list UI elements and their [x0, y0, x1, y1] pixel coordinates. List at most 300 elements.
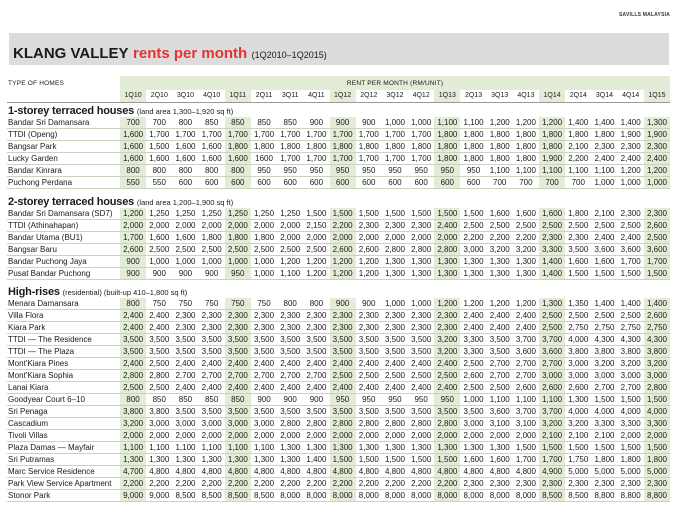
rent-value: 2,300: [565, 231, 591, 243]
rent-value: 1,300: [277, 442, 303, 454]
rent-value: 8,000: [277, 490, 303, 502]
rent-value: 3,500: [199, 334, 225, 346]
rent-value: 2,600: [356, 243, 382, 255]
rent-value: 2,700: [618, 382, 644, 394]
rent-value: 1,300: [460, 267, 486, 279]
rent-value: 2,400: [303, 358, 329, 370]
rent-value: 2,700: [513, 370, 539, 382]
table-row: [7, 370, 670, 382]
rent-value: 1,000: [225, 255, 251, 267]
rent-value: 2,000: [277, 430, 303, 442]
rent-value: 1,700: [225, 129, 251, 141]
rent-value: 1,300: [487, 267, 513, 279]
rent-value: 950: [460, 165, 486, 177]
rent-value: 800: [225, 165, 251, 177]
rent-value: 850: [172, 394, 198, 406]
rent-value: 2,400: [513, 322, 539, 334]
rent-value: 2,300: [303, 322, 329, 334]
home-name: Bandar Sri Damansara: [7, 117, 120, 129]
rent-value: 1,500: [618, 394, 644, 406]
rent-value: 1,400: [591, 117, 617, 129]
table-row: [7, 334, 670, 346]
rent-value: 700: [146, 117, 172, 129]
table-row: [7, 322, 670, 334]
rent-value: 1,800: [591, 454, 617, 466]
rent-value: 2,300: [251, 322, 277, 334]
table-row: [7, 177, 670, 189]
rent-value: 2,400: [225, 358, 251, 370]
table-row: [7, 430, 670, 442]
rent-value: 1,300: [408, 255, 434, 267]
rent-value: 8,800: [618, 490, 644, 502]
rent-value: 2,000: [251, 219, 277, 231]
quarter-header: 4Q12: [408, 90, 434, 102]
rent-value: 1,250: [199, 208, 225, 220]
rent-value: 2,400: [146, 322, 172, 334]
rent-value: 8,000: [356, 490, 382, 502]
rent-value: 1,300: [408, 267, 434, 279]
rent-value: 2,500: [146, 243, 172, 255]
table-row: [7, 243, 670, 255]
home-name: Goodyear Court 6–10: [7, 394, 120, 406]
rent-value: 2,000: [434, 430, 460, 442]
table-row: [7, 208, 670, 220]
rent-value: 3,500: [330, 334, 356, 346]
rent-value: 2,800: [644, 382, 670, 394]
rent-value: 3,200: [539, 418, 565, 430]
rent-value: 2,400: [330, 358, 356, 370]
rent-value: 700: [120, 117, 146, 129]
rent-value: 2,300: [434, 310, 460, 322]
rent-value: 2,400: [199, 382, 225, 394]
rent-value: 3,500: [225, 346, 251, 358]
rent-value: 2,300: [487, 478, 513, 490]
rent-value: 1,400: [539, 267, 565, 279]
rent-value: 600: [356, 177, 382, 189]
rent-value: 1,500: [434, 208, 460, 220]
rent-value: 1,600: [199, 153, 225, 165]
rent-value: 4,800: [251, 466, 277, 478]
rent-value: 3,000: [644, 370, 670, 382]
rent-value: 1,100: [251, 442, 277, 454]
rent-value: 750: [225, 298, 251, 310]
home-name: Villa Flora: [7, 310, 120, 322]
rent-value: 2,500: [565, 219, 591, 231]
rent-value: 4,800: [513, 466, 539, 478]
rent-value: 1,800: [199, 231, 225, 243]
rent-value: 8,000: [513, 490, 539, 502]
rent-value: 3,300: [644, 418, 670, 430]
rent-value: 2,600: [565, 382, 591, 394]
rent-value: 950: [356, 165, 382, 177]
rent-value: 1,800: [225, 231, 251, 243]
rent-value: 2,400: [618, 153, 644, 165]
rent-value: 4,900: [539, 466, 565, 478]
section-header-row: [7, 283, 670, 298]
rent-value: 2,400: [434, 382, 460, 394]
rent-value: 1,000: [408, 117, 434, 129]
rent-value: 950: [251, 165, 277, 177]
rent-value: 1,200: [303, 267, 329, 279]
rent-value: 2,400: [251, 358, 277, 370]
rent-value: 750: [172, 298, 198, 310]
rent-value: 2,800: [330, 418, 356, 430]
rent-value: 2,000: [120, 430, 146, 442]
rent-value: 3,800: [644, 346, 670, 358]
rent-value: 1,100: [539, 165, 565, 177]
quarter-header: 3Q13: [487, 90, 513, 102]
rent-value: 2,800: [434, 418, 460, 430]
rent-value: 2,000: [487, 430, 513, 442]
rent-value: 2,000: [330, 231, 356, 243]
rent-value: 3,500: [146, 334, 172, 346]
rent-value: 1,500: [382, 208, 408, 220]
rent-value: 2,500: [460, 382, 486, 394]
rent-value: 1,200: [539, 117, 565, 129]
rent-value: 1,100: [434, 117, 460, 129]
rent-value: 2,600: [513, 382, 539, 394]
rent-value: 1,100: [539, 394, 565, 406]
rent-value: 3,500: [382, 406, 408, 418]
rent-value: 8,500: [199, 490, 225, 502]
rent-value: 950: [434, 394, 460, 406]
rent-table: [7, 76, 670, 502]
rent-value: 3,500: [356, 334, 382, 346]
home-name: TTDI (Openg): [7, 129, 120, 141]
rent-value: 2,700: [225, 370, 251, 382]
rent-value: 1,600: [199, 141, 225, 153]
rent-value: 1,600: [146, 231, 172, 243]
table-row: [7, 382, 670, 394]
rent-value: 2,300: [330, 310, 356, 322]
rent-value: 1,600: [591, 255, 617, 267]
rent-value: 950: [330, 165, 356, 177]
rent-value: 2,400: [120, 322, 146, 334]
rent-value: 2,500: [487, 219, 513, 231]
rent-value: 2,500: [539, 322, 565, 334]
rent-value: 1,500: [356, 208, 382, 220]
rent-value: 2,100: [565, 141, 591, 153]
rent-value: 8,500: [251, 490, 277, 502]
rent-value: 2,800: [146, 370, 172, 382]
rent-value: 2,100: [591, 208, 617, 220]
rent-value: 2,300: [408, 219, 434, 231]
rent-value: 900: [146, 267, 172, 279]
home-name: Tivoli Villas: [7, 430, 120, 442]
rent-value: 2,100: [539, 430, 565, 442]
rent-value: 3,600: [618, 243, 644, 255]
rent-value: 2,300: [539, 478, 565, 490]
table-row: [7, 466, 670, 478]
rent-value: 4,800: [146, 466, 172, 478]
rent-value: 2,300: [225, 322, 251, 334]
rent-value: 1,300: [434, 255, 460, 267]
quarter-header: 4Q13: [513, 90, 539, 102]
rent-value: 4,800: [277, 466, 303, 478]
rent-value: 3,500: [251, 346, 277, 358]
home-name: Bangsar Park: [7, 141, 120, 153]
rent-value: 2,000: [434, 231, 460, 243]
rent-value: 1,400: [565, 117, 591, 129]
rent-value: 2,500: [120, 382, 146, 394]
home-name: Sri Putramas: [7, 454, 120, 466]
quarter-header: 1Q10: [120, 90, 146, 102]
rent-value: 1,100: [146, 442, 172, 454]
home-name: Bandar Puchong Jaya: [7, 255, 120, 267]
rent-value: 2,300: [644, 141, 670, 153]
table-row: [7, 406, 670, 418]
rent-value: 2,300: [460, 478, 486, 490]
rent-value: 2,800: [277, 418, 303, 430]
title-main: KLANG VALLEY: [13, 45, 129, 62]
rent-value: 3,200: [618, 358, 644, 370]
rent-value: 1,200: [356, 267, 382, 279]
rent-value: 2,300: [330, 322, 356, 334]
rent-value: 1,400: [644, 298, 670, 310]
rent-value: 3,500: [487, 346, 513, 358]
rent-value: 3,500: [251, 406, 277, 418]
rent-value: 4,000: [618, 406, 644, 418]
rent-value: 1,500: [565, 267, 591, 279]
rent-value: 2,800: [408, 243, 434, 255]
rent-value: 1,100: [513, 394, 539, 406]
rent-value: 1,800: [277, 141, 303, 153]
section-subtitle: (land area 1,200–1,900 sq ft): [136, 197, 234, 207]
rent-value: 8,500: [172, 490, 198, 502]
rent-value: 2,600: [460, 370, 486, 382]
rent-value: 2,500: [591, 310, 617, 322]
rent-value: 2,200: [513, 231, 539, 243]
section-title: [7, 283, 670, 298]
rent-value: 1,300: [225, 454, 251, 466]
rent-value: 2,400: [277, 358, 303, 370]
rent-value: 3,500: [434, 406, 460, 418]
rent-value: 900: [120, 267, 146, 279]
rent-value: 950: [408, 394, 434, 406]
rent-value: 2,200: [487, 231, 513, 243]
rent-value: 1,000: [591, 177, 617, 189]
rent-value: 4,300: [644, 334, 670, 346]
rent-value: 1,250: [146, 208, 172, 220]
rent-value: 2,400: [146, 310, 172, 322]
quarter-header: 2Q13: [460, 90, 486, 102]
rent-value: 850: [225, 117, 251, 129]
rent-value: 2,500: [382, 370, 408, 382]
rent-value: 3,100: [487, 418, 513, 430]
rent-value: 2,500: [565, 310, 591, 322]
rent-value: 1,700: [330, 153, 356, 165]
rent-value: 1,700: [199, 129, 225, 141]
rent-value: 1,000: [146, 255, 172, 267]
rent-value: 3,000: [146, 418, 172, 430]
rent-value: 2,600: [644, 310, 670, 322]
section-title: [7, 193, 670, 208]
rent-value: 3,000: [565, 370, 591, 382]
rent-value: 2,200: [251, 478, 277, 490]
rent-value: 1,100: [277, 267, 303, 279]
rent-value: 8,800: [644, 490, 670, 502]
rent-value: 2,300: [225, 310, 251, 322]
rent-value: 1,700: [382, 153, 408, 165]
rent-value: 1,000: [644, 177, 670, 189]
rent-value: 3,500: [408, 406, 434, 418]
table-row: [7, 153, 670, 165]
quarter-header: 4Q14: [618, 90, 644, 102]
rent-value: 1,200: [513, 117, 539, 129]
rent-value: 3,700: [539, 334, 565, 346]
table-row: [7, 358, 670, 370]
rent-value: 2,300: [513, 478, 539, 490]
rent-value: 1,250: [251, 208, 277, 220]
rent-value: 600: [330, 177, 356, 189]
rent-value: 8,000: [434, 490, 460, 502]
rent-value: 3,500: [277, 334, 303, 346]
rent-value: 3,000: [565, 358, 591, 370]
table-row: [7, 478, 670, 490]
rent-value: 1,800: [618, 454, 644, 466]
rent-value: 2,300: [382, 310, 408, 322]
rent-value: 2,700: [277, 370, 303, 382]
table-row: [7, 298, 670, 310]
table-row: [7, 141, 670, 153]
rent-value: 550: [120, 177, 146, 189]
rent-value: 1,300: [303, 442, 329, 454]
quarter-header: 3Q11: [277, 90, 303, 102]
rent-value: 2,400: [618, 231, 644, 243]
section-subtitle: (residential) (built-up 410–1,800 sq ft): [62, 288, 188, 297]
rent-value: 1,700: [644, 255, 670, 267]
rent-value: 2,200: [303, 478, 329, 490]
rent-value: 2,700: [487, 370, 513, 382]
rent-value: 1,200: [460, 298, 486, 310]
rent-value: 2,200: [225, 478, 251, 490]
table-row: [7, 394, 670, 406]
rent-value: 2,750: [644, 322, 670, 334]
rent-value: 5,000: [591, 466, 617, 478]
home-name: Mont'Kiara Sophia: [7, 370, 120, 382]
rent-value: 3,600: [513, 346, 539, 358]
rent-value: 1,800: [591, 129, 617, 141]
rent-value: 2,700: [487, 358, 513, 370]
rent-value: 2,300: [434, 322, 460, 334]
rent-value: 2,300: [591, 141, 617, 153]
rent-value: 600: [382, 177, 408, 189]
rent-value: 2,300: [644, 208, 670, 220]
rent-value: 3,300: [618, 418, 644, 430]
rent-value: 2,200: [172, 478, 198, 490]
rent-value: 2,400: [408, 382, 434, 394]
rent-value: 2,300: [618, 141, 644, 153]
rent-value: 4,800: [487, 466, 513, 478]
rent-value: 2,300: [408, 322, 434, 334]
rent-value: 2,400: [172, 358, 198, 370]
rent-value: 1,800: [303, 141, 329, 153]
rent-value: 2,200: [565, 153, 591, 165]
rent-value: 3,200: [434, 334, 460, 346]
rent-value: 1,600: [513, 208, 539, 220]
rent-value: 2,000: [277, 219, 303, 231]
rent-value: 1,500: [565, 442, 591, 454]
rent-value: 2,000: [356, 231, 382, 243]
rent-value: 3,500: [303, 406, 329, 418]
rent-value: 1,000: [618, 177, 644, 189]
type-of-homes-label: TYPE OF HOMES: [8, 79, 65, 87]
rent-value: 2,800: [382, 243, 408, 255]
rent-value: 800: [172, 165, 198, 177]
rent-value: 1600: [251, 153, 277, 165]
rent-value: 3,500: [199, 346, 225, 358]
rent-value: 900: [356, 117, 382, 129]
rent-value: 2,700: [539, 358, 565, 370]
rent-value: 1,000: [460, 394, 486, 406]
rent-value: 4,800: [460, 466, 486, 478]
rent-value: 2,300: [356, 310, 382, 322]
rent-value: 600: [408, 177, 434, 189]
rent-value: 3,500: [277, 346, 303, 358]
rent-value: 1,300: [513, 267, 539, 279]
rent-value: 2,300: [277, 310, 303, 322]
rent-value: 2,400: [513, 310, 539, 322]
rent-value: 950: [382, 394, 408, 406]
rent-value: 3,200: [487, 243, 513, 255]
rent-value: 1,300: [460, 255, 486, 267]
rent-value: 1,700: [382, 129, 408, 141]
rent-value: 4,700: [120, 466, 146, 478]
rent-value: 1,600: [120, 141, 146, 153]
rent-value: 2,700: [251, 370, 277, 382]
rent-value: 1,000: [251, 255, 277, 267]
rent-value: 1,200: [618, 165, 644, 177]
rent-value: 2,500: [277, 243, 303, 255]
rent-value: 1,600: [172, 153, 198, 165]
rent-value: 3,200: [644, 358, 670, 370]
rent-value: 3,700: [513, 334, 539, 346]
rent-value: 5,000: [644, 466, 670, 478]
home-name: Pusat Bandar Puchong: [7, 267, 120, 279]
rent-value: 4,800: [303, 466, 329, 478]
rent-value: 2,800: [408, 418, 434, 430]
rent-value: 1,100: [565, 165, 591, 177]
home-name: TTDI — The Residence: [7, 334, 120, 346]
rent-value: 1,600: [146, 153, 172, 165]
rent-value: 1,350: [565, 298, 591, 310]
quarter-header: 3Q12: [382, 90, 408, 102]
rent-value: 1,800: [330, 141, 356, 153]
rent-value: 2,300: [303, 310, 329, 322]
rent-value: 1,500: [356, 454, 382, 466]
rent-value: 1,800: [251, 141, 277, 153]
rent-value: 2,500: [487, 382, 513, 394]
rent-value: 850: [225, 394, 251, 406]
quarter-header: 2Q14: [565, 90, 591, 102]
rent-value: 1,300: [330, 442, 356, 454]
rent-value: 2,500: [539, 310, 565, 322]
home-name: Sri Penaga: [7, 406, 120, 418]
rent-value: 2,600: [644, 219, 670, 231]
rent-value: 2,300: [382, 322, 408, 334]
source-credit: SAVILLS MALAYSIA: [619, 12, 670, 18]
rent-value: 1,000: [172, 255, 198, 267]
rent-value: 1,800: [460, 141, 486, 153]
rent-value: 2,700: [591, 382, 617, 394]
rent-value: 1,300: [487, 255, 513, 267]
rent-value: 3,800: [120, 406, 146, 418]
rent-value: 600: [225, 177, 251, 189]
rent-value: 4,000: [565, 334, 591, 346]
quarter-header-row: [7, 90, 670, 102]
rent-value: 3,100: [513, 418, 539, 430]
rent-value: 1,100: [460, 117, 486, 129]
